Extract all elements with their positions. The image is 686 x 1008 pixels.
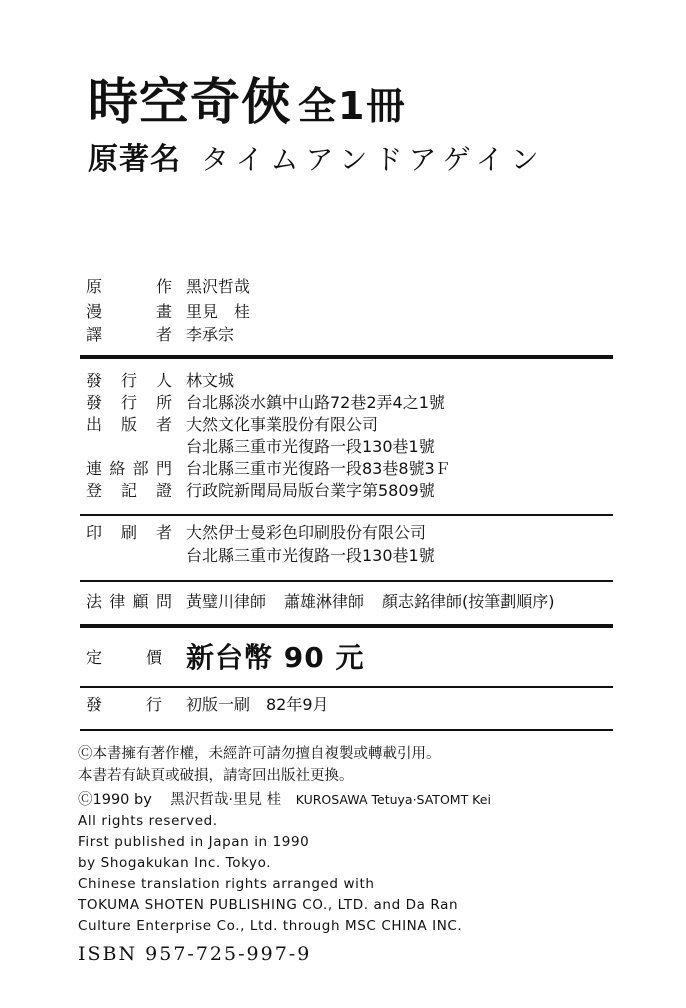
row-label: 出 版 者 — [86, 415, 172, 434]
divider-thin — [80, 686, 613, 688]
divider-thin — [80, 514, 613, 516]
price-value: 新台幣 90 元 — [186, 641, 365, 674]
credit-label: 譯 者 — [86, 325, 172, 344]
english-line: All rights reserved. — [78, 813, 218, 829]
copyright-authors: 黑沢哲哉·里見 桂 — [170, 792, 282, 808]
row-label: 印 刷 者 — [86, 523, 172, 542]
row-label: 發 行 人 — [86, 371, 172, 390]
copyright-notice: Ⓒ本書擁有著作權，未經許可請勿擅自複製或轉載引用。 — [78, 746, 441, 762]
lawyer-name: 蕭雄淋律師 — [284, 592, 365, 611]
original-title-row — [88, 140, 546, 184]
original-title-value: タイムアンドアゲイン — [201, 143, 546, 176]
english-line: Culture Enterprise Co., Ltd. through MSC CHINA INC. — [78, 918, 463, 934]
row-value: 林文城 — [186, 371, 235, 390]
row-label: 發 行 所 — [86, 393, 172, 412]
divider-thin — [80, 729, 613, 731]
lawyer-list — [186, 591, 555, 613]
english-line: Chinese translation rights arranged with — [78, 876, 375, 892]
row-label: 定 價 — [86, 648, 162, 667]
divider-thin — [80, 580, 613, 582]
original-title-label: 原著名 — [88, 142, 181, 177]
row-value: 台北縣三重市光復路一段130巷1號 — [186, 546, 435, 565]
credit-label: 原 作 — [86, 277, 172, 296]
copyright-romanized: KUROSAWA Tetuya·SATOMT Kei — [295, 792, 491, 807]
copyright-prefix: Ⓒ1990 by — [78, 792, 152, 808]
row-value: 台北縣淡水鎮中山路72巷2弄4之1號 — [186, 393, 445, 412]
lawyer-name: 黃璧川律師 — [186, 592, 267, 611]
credit-value: 李承宗 — [186, 325, 235, 344]
row-value: 大然伊士曼彩色印刷股份有限公司 — [186, 523, 427, 542]
book-title-suffix: 全1冊 — [298, 84, 407, 128]
credit-value: 黑沢哲哉 — [186, 277, 251, 296]
row-label: 發 行 — [86, 695, 162, 714]
row-value: 台北縣三重市光復路一段130巷1號 — [186, 437, 435, 456]
lawyer-name: 顏志銘律師(按筆劃順序) — [382, 592, 555, 611]
row-label: 法 律 顧 問 — [86, 592, 172, 611]
replacement-notice: 本書若有缺頁或破損，請寄回出版社更換。 — [78, 768, 354, 784]
copyright-line — [78, 790, 491, 810]
isbn: ISBN 957-725-997-9 — [78, 943, 312, 965]
divider-thick — [80, 355, 613, 359]
english-line: TOKUMA SHOTEN PUBLISHING CO., LTD. and Da Ran — [78, 897, 459, 913]
book-title-main: 時空奇俠 — [88, 73, 292, 131]
english-line: by Shogakukan Inc. Tokyo. — [78, 855, 272, 871]
row-value: 台北縣三重市光復路一段83巷8號3Ｆ — [186, 459, 451, 478]
row-label: 連 絡 部 門 — [86, 459, 172, 478]
credit-value: 里見 桂 — [186, 302, 251, 321]
row-value: 大然文化事業股份有限公司 — [186, 415, 379, 434]
credit-label: 漫 畫 — [86, 302, 172, 321]
row-label: 登 記 證 — [86, 481, 172, 500]
book-title — [88, 72, 406, 136]
divider-thick — [80, 624, 613, 628]
row-value: 行政院新聞局局版台業字第5809號 — [186, 481, 435, 500]
english-line: First published in Japan in 1990 — [78, 834, 310, 850]
edition-value: 初版一刷 82年9月 — [186, 695, 329, 714]
